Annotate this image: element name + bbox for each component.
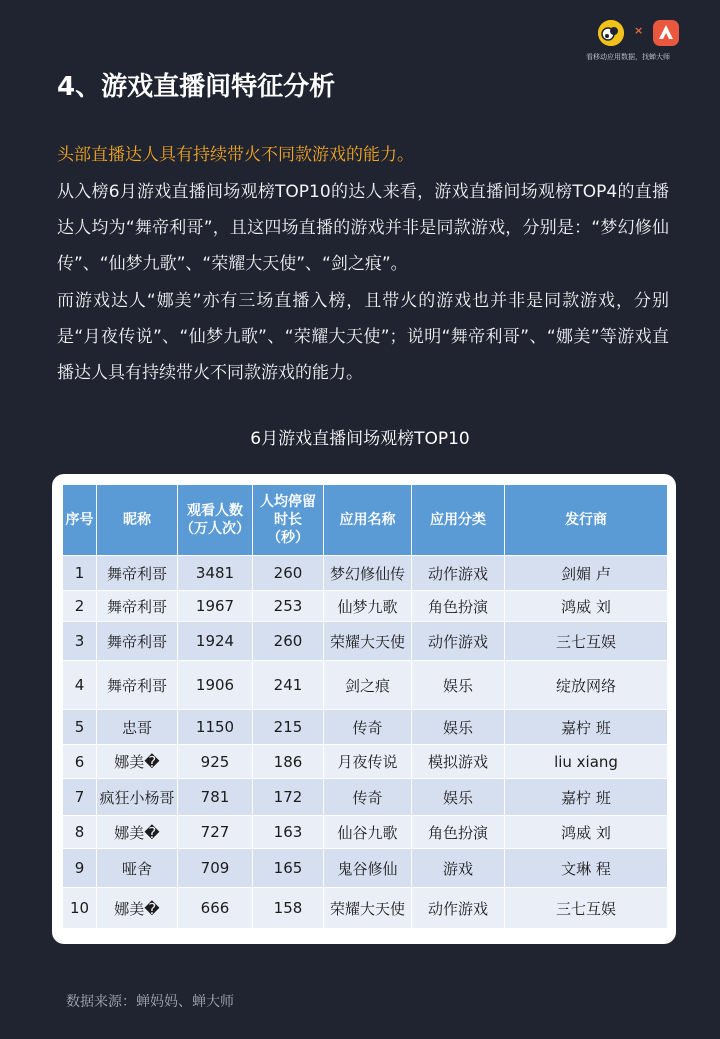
cell-nickname: 舞帝利哥	[97, 622, 177, 660]
cell-duration: 260	[253, 556, 323, 590]
table-header-row	[63, 485, 667, 555]
cell-publisher: 文琳 程	[505, 849, 667, 887]
cell-category: 娱乐	[412, 779, 504, 815]
logo-tagline: 看移动应用数据，找蝉大师	[586, 53, 670, 61]
cell-app: 月夜传说	[324, 745, 411, 778]
header-publisher: 发行商	[505, 485, 667, 555]
cell-category: 娱乐	[412, 710, 504, 744]
cell-category: 动作游戏	[412, 622, 504, 660]
cell-duration: 158	[253, 888, 323, 928]
cell-rank: 4	[63, 661, 96, 709]
cell-rank: 8	[63, 816, 96, 848]
cell-publisher: 三七互娱	[505, 622, 667, 660]
cell-rank: 1	[63, 556, 96, 590]
cell-nickname: 疯狂小杨哥	[97, 779, 177, 815]
section-title: 4、游戏直播间特征分析	[57, 72, 336, 102]
cell-publisher: liu xiang	[505, 745, 667, 778]
header-category: 应用分类	[412, 485, 504, 555]
cell-category: 角色扮演	[412, 591, 504, 621]
cell-app: 剑之痕	[324, 661, 411, 709]
cell-app: 仙梦九歌	[324, 591, 411, 621]
header-avg-line3: （秒）	[267, 530, 309, 546]
cell-category: 动作游戏	[412, 556, 504, 590]
cell-views: 727	[178, 816, 252, 848]
table-row	[63, 745, 667, 778]
table-row	[63, 556, 667, 590]
cell-category: 模拟游戏	[412, 745, 504, 778]
cell-views: 1924	[178, 622, 252, 660]
cell-app: 荣耀大天使	[324, 622, 411, 660]
cell-views: 1906	[178, 661, 252, 709]
cell-rank: 6	[63, 745, 96, 778]
cell-rank: 9	[63, 849, 96, 887]
table-row	[63, 779, 667, 815]
paragraph-1: 从入榜6月游戏直播间场观榜TOP10的达人来看，游戏直播间场观榜TOP4的直播达人均为“舞帝利哥”，且这四场直播的游戏并非是同款游戏，分别是：“梦幻修仙传”、“仙梦九歌”、“荣耀大天使”、“剑之痕”。	[57, 182, 669, 274]
ranking-table	[62, 484, 668, 929]
cell-duration: 163	[253, 816, 323, 848]
cell-rank: 3	[63, 622, 96, 660]
cell-category: 角色扮演	[412, 816, 504, 848]
cell-nickname: 舞帝利哥	[97, 591, 177, 621]
data-source: 数据来源：蝉妈妈、蝉大师	[66, 994, 234, 1010]
cell-views: 1150	[178, 710, 252, 744]
cell-publisher: 三七互娱	[505, 888, 667, 928]
cell-publisher: 绽放网络	[505, 661, 667, 709]
table-row	[63, 849, 667, 887]
cell-app: 传奇	[324, 779, 411, 815]
cell-app: 梦幻修仙传	[324, 556, 411, 590]
cross-symbol: ×	[634, 24, 644, 37]
table-row	[63, 591, 667, 621]
table-row	[63, 622, 667, 660]
cell-duration: 165	[253, 849, 323, 887]
cell-rank: 5	[63, 710, 96, 744]
cell-nickname: 忠哥	[97, 710, 177, 744]
cell-publisher: 嘉柠 班	[505, 710, 667, 744]
cell-category: 游戏	[412, 849, 504, 887]
cell-views: 1967	[178, 591, 252, 621]
cell-publisher: 嘉柠 班	[505, 779, 667, 815]
cell-nickname: 娜美�	[97, 816, 177, 848]
header-app: 应用名称	[324, 485, 411, 555]
cell-duration: 253	[253, 591, 323, 621]
cell-app: 鬼谷修仙	[324, 849, 411, 887]
cell-duration: 186	[253, 745, 323, 778]
cell-rank: 2	[63, 591, 96, 621]
brand-logos	[586, 16, 706, 66]
table-row	[63, 710, 667, 744]
cell-rank: 10	[63, 888, 96, 928]
cell-rank: 7	[63, 779, 96, 815]
cell-nickname: 舞帝利哥	[97, 661, 177, 709]
cell-nickname: 娜美�	[97, 888, 177, 928]
cell-views: 709	[178, 849, 252, 887]
cell-views: 3481	[178, 556, 252, 590]
cell-app: 仙谷九歌	[324, 816, 411, 848]
header-views	[178, 485, 252, 555]
cell-publisher: 鸿威 刘	[505, 591, 667, 621]
cell-nickname: 娜美�	[97, 745, 177, 778]
cell-views: 781	[178, 779, 252, 815]
table-row	[63, 816, 667, 848]
table-title: 6月游戏直播间场观榜TOP10	[250, 429, 470, 449]
header-views-line2: （万人次）	[180, 521, 250, 537]
cell-duration: 215	[253, 710, 323, 744]
cell-app: 传奇	[324, 710, 411, 744]
cell-duration: 241	[253, 661, 323, 709]
header-avg-duration	[253, 485, 323, 555]
cell-category: 娱乐	[412, 661, 504, 709]
highlight-text: 头部直播达人具有持续带火不同款游戏的能力。	[57, 145, 414, 165]
cell-publisher: 鸿威 刘	[505, 816, 667, 848]
cell-app: 荣耀大天使	[324, 888, 411, 928]
header-avg-line2: 时长	[274, 512, 302, 528]
header-views-line1: 观看人数	[187, 503, 243, 519]
cell-publisher: 剑媚 卢	[505, 556, 667, 590]
header-nickname: 昵称	[97, 485, 177, 555]
cell-nickname: 舞帝利哥	[97, 556, 177, 590]
cell-views: 666	[178, 888, 252, 928]
cell-duration: 172	[253, 779, 323, 815]
cell-nickname: 哑舍	[97, 849, 177, 887]
chanmama-logo-icon	[598, 20, 624, 46]
cell-category: 动作游戏	[412, 888, 504, 928]
header-avg-line1: 人均停留	[260, 494, 316, 510]
table-row	[63, 661, 667, 709]
header-rank: 序号	[63, 485, 96, 555]
table-row	[63, 888, 667, 928]
chandashi-logo-icon	[652, 19, 680, 47]
cell-duration: 260	[253, 622, 323, 660]
cell-views: 925	[178, 745, 252, 778]
table-card	[52, 474, 676, 944]
paragraph-2: 而游戏达人“娜美”亦有三场直播入榜，且带火的游戏也并非是同款游戏，分别是“月夜传说”、“仙梦九歌”、“荣耀大天使”；说明“舞帝利哥”、“娜美”等游戏直播达人具有持续带火不同款游戏的能力。	[57, 291, 669, 383]
